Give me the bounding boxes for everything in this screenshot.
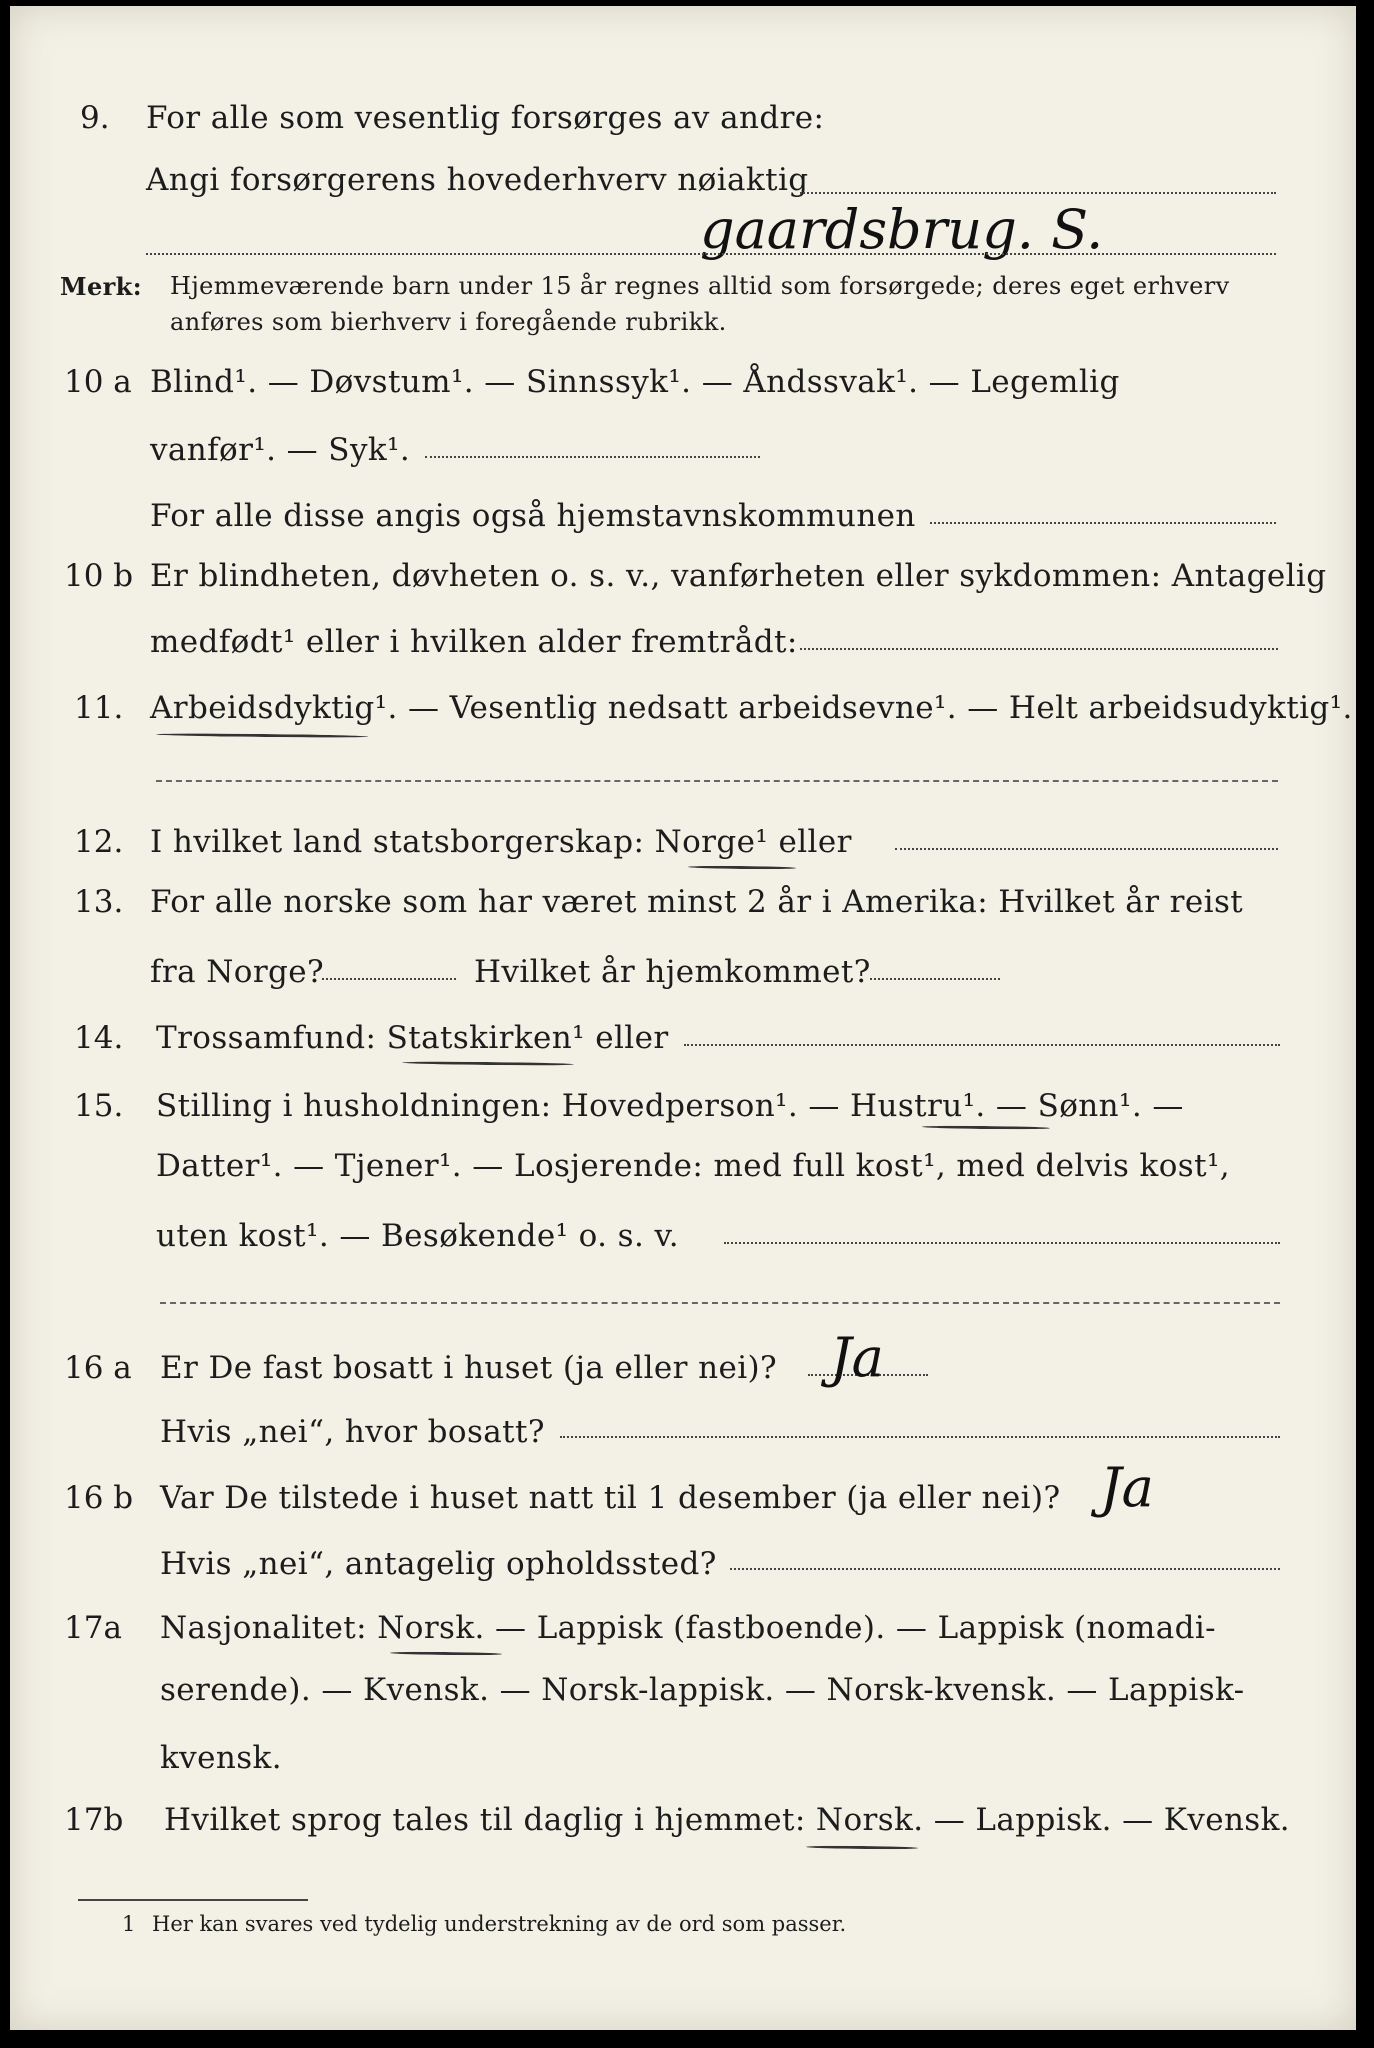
q9-line1: For alle som vesentlig forsørges av andre: [146,100,825,136]
q10a-line1: Blind¹. — Døvstum¹. — Sinnssyk¹. — Åndssvak¹. — Legemlig [150,364,1120,400]
q17a-number: 17a [64,1610,122,1646]
q16a-number: 16 a [64,1350,132,1386]
q16b-number: 16 b [64,1480,134,1516]
q15-number: 15. [74,1088,124,1124]
q9-answer-line2 [146,253,1276,255]
q15-answer-line2 [160,1302,1280,1304]
q13-number: 13. [74,884,124,920]
q13-line1: For alle norske som har været minst 2 år i Amerika: Hvilket år reist [150,884,1244,920]
q12-answer-line [895,848,1278,850]
footnote-text: Her kan svares ved tydelig understrekning av de ord som passer. [152,1912,847,1936]
q9-answer-line1 [800,192,1276,194]
q15-line1: Stilling i husholdningen: Hovedperson¹. — Hustru¹. — Sønn¹. — [156,1088,1184,1124]
q15-line3: uten kost¹. — Besøkende¹ o. s. v. [156,1218,679,1254]
q17a-line3: kvensk. [160,1740,282,1776]
footnote-mark: 1 [122,1912,136,1936]
q13-hjemkommet-line [870,978,1000,980]
q13-line2a: fra Norge? [150,954,325,990]
q12-line1: I hvilket land statsborgerskap: Norge¹ eller [150,824,852,860]
q15-answer-line [724,1242,1280,1244]
merk-label: Merk: [60,272,142,301]
q13-line2b: Hvilket år hjemkommet? [474,954,871,990]
q16a-line2: Hvis „nei“, hvor bosatt? [160,1414,545,1450]
q16a-line1: Er De fast bosatt i huset (ja eller nei)? [160,1350,778,1386]
q10b-line2: medfødt¹ eller i hvilken alder fremtrådt: [150,624,798,660]
q13-reist-line [322,978,456,980]
q11-answer-line [156,780,1278,782]
q9-handwritten-answer: gaardsbrug. S. [700,198,1104,261]
q14-line1: Trossamfund: Statskirken¹ eller [156,1020,669,1056]
q17a-line1: Nasjonalitet: Norsk. — Lappisk (fastboende). — Lappisk (nomadi- [160,1610,1217,1646]
q10b-line1: Er blindheten, døvheten o. s. v., vanførheten eller sykdommen: Antagelig [150,558,1327,594]
q17a-line2: serende). — Kvensk. — Norsk-lappisk. — Norsk-kvensk. — Lappisk- [160,1672,1245,1708]
q12-number: 12. [74,824,124,860]
q10a-line2: vanfør¹. — Syk¹. [150,432,411,468]
q11-line1: Arbeidsdyktig¹. — Vesentlig nedsatt arbeidsevne¹. — Helt arbeidsudyktig¹. [150,690,1353,726]
q10a-answer-line [425,456,760,458]
q16b-handwritten-answer: Ja [1100,1456,1154,1519]
q14-number: 14. [74,1020,124,1056]
q16a-handwritten-answer: Ja [830,1326,884,1389]
q10a-line3: For alle disse angis også hjemstavnskommunen [150,498,916,534]
q17b-number: 17b [64,1802,124,1838]
q17b-line1: Hvilket sprog tales til daglig i hjemmet: Norsk. — Lappisk. — Kvensk. [164,1802,1291,1838]
q10b-number: 10 b [64,558,134,594]
q16a-bosatt-line [560,1436,1280,1438]
q9-number: 9. [80,100,110,136]
footnote-rule [78,1899,308,1901]
q16b-line1: Var De tilstede i huset natt til 1 desember (ja eller nei)? [160,1480,1061,1516]
q10b-answer-line [800,648,1278,650]
q16b-opholdssted-line [730,1568,1280,1570]
q16b-line2: Hvis „nei“, antagelig opholdssted? [160,1546,717,1582]
merk-line2: anføres som bierhverv i foregående rubrikk. [170,308,727,336]
q11-number: 11. [74,690,124,726]
merk-line1: Hjemmeværende barn under 15 år regnes alltid som forsørgede; deres eget erhverv [170,272,1230,300]
q10a-hjemstavn-line [930,522,1276,524]
q15-line2: Datter¹. — Tjener¹. — Losjerende: med full kost¹, med delvis kost¹, [156,1148,1231,1184]
q9-line2: Angi forsørgerens hovederhverv nøiaktig [146,162,809,198]
q10a-number: 10 a [64,364,132,400]
q14-answer-line [684,1044,1280,1046]
